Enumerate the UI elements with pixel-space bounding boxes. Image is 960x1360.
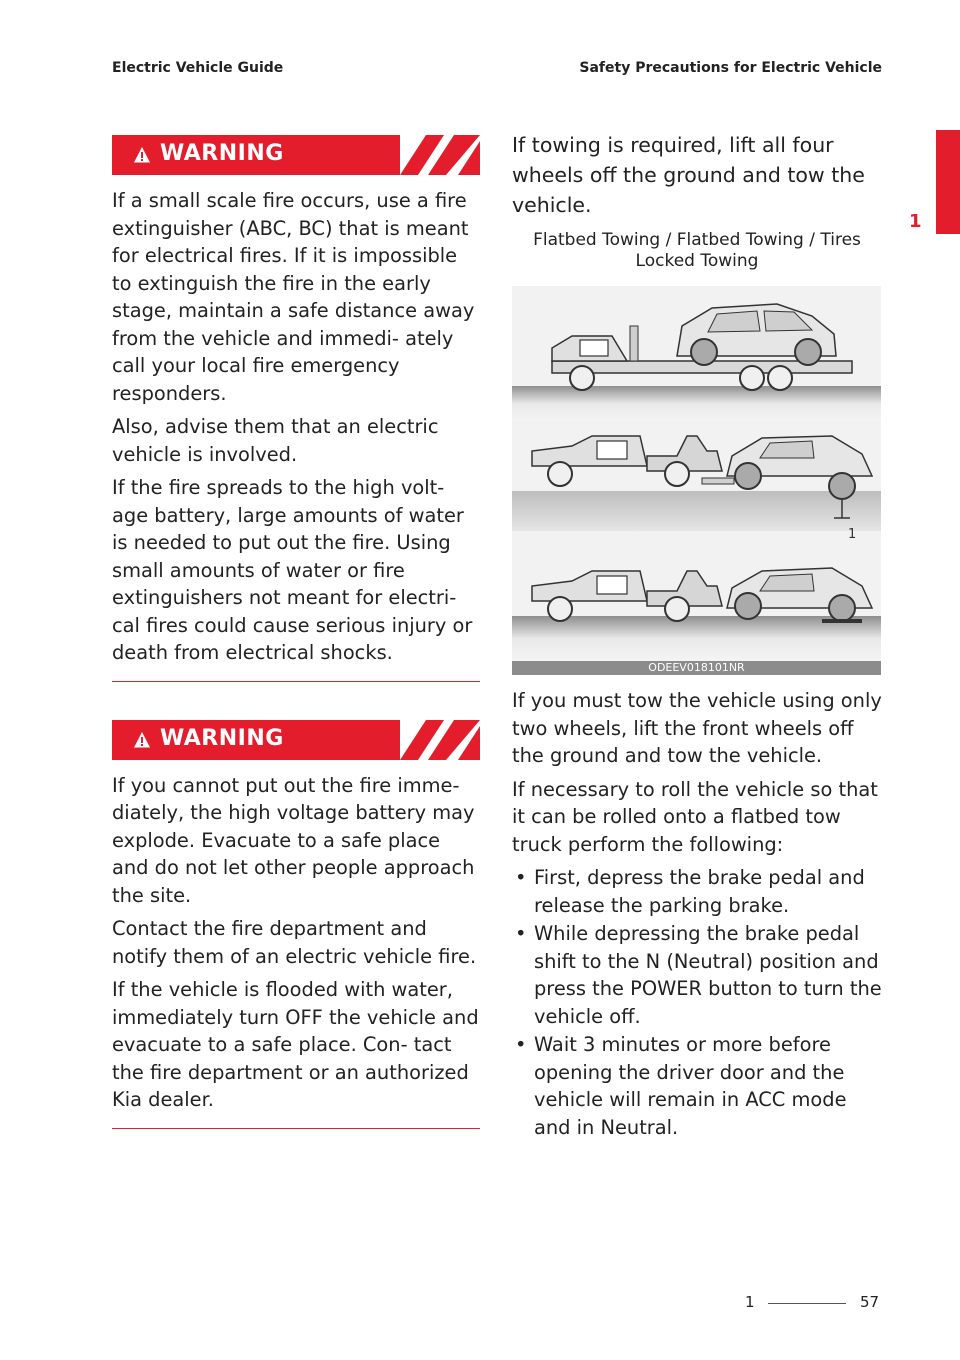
warning2-paragraph: Contact the fire department and notify them of an electric vehicle fire. bbox=[112, 917, 477, 968]
list-item-text: Wait 3 minutes or more before opening the driver door and the vehicle will remain in ACC mode and in Neutral. bbox=[534, 1033, 847, 1139]
bullet-icon: • bbox=[515, 922, 527, 945]
header-section-title: Safety Precautions for Electric Vehicle bbox=[579, 60, 882, 76]
warning2-paragraph: If the vehicle is flooded with water, immediately turn OFF the vehicle and evacuate to a safe place. Con- tact the fire department or an authorized Kia dealer. bbox=[112, 978, 479, 1111]
section-divider bbox=[112, 681, 480, 682]
figure-code-label: ODEEV018101NR bbox=[512, 661, 881, 675]
list-item bbox=[512, 1031, 882, 1141]
warning1-paragraph: If the fire spreads to the high volt- age battery, large amounts of water is needed to put out the fire. Using small amounts of water or fire extinguishers not meant for electri- cal fires could cause serious injury or death from electrical shocks. bbox=[112, 476, 473, 664]
two-wheel-tow-paragraph: If you must tow the vehicle using only two wheels, lift the front wheels off the ground and tow the vehicle. bbox=[512, 689, 882, 767]
warning-title: WARNING bbox=[160, 141, 284, 166]
warning-triangle-icon bbox=[133, 146, 151, 164]
figure-caption: Flatbed Towing / Flatbed Towing / Tires Locked Towing bbox=[533, 230, 861, 271]
towing-intro: If towing is required, lift all four wheels off the ground and tow the vehicle. bbox=[512, 133, 865, 217]
bullet-icon: • bbox=[515, 866, 527, 889]
warning-stripes-decoration bbox=[400, 135, 480, 175]
list-item bbox=[512, 920, 882, 1030]
warning1-paragraph: Also, advise them that an electric vehicle is involved. bbox=[112, 415, 439, 466]
footer-page-number: 57 bbox=[860, 1293, 880, 1311]
chapter-tab-number: 1 bbox=[909, 211, 922, 232]
chapter-tab-bar bbox=[936, 130, 960, 234]
towing-illustration-drawing bbox=[512, 286, 881, 675]
list-item-text: First, depress the brake pedal and release the parking brake. bbox=[534, 866, 865, 917]
section-divider bbox=[112, 1128, 480, 1129]
left-column bbox=[112, 135, 480, 1129]
list-item-text: While depressing the brake pedal shift to the N (Neutral) position and press the POWER button to turn the vehicle off. bbox=[534, 922, 882, 1028]
warning2-paragraph: If you cannot put out the fire imme- diately, the high voltage battery may explode. Evacuate to a safe place and do not let other people approach the site. bbox=[112, 773, 475, 907]
footer-chapter-number: 1 bbox=[745, 1293, 755, 1311]
towing-illustration bbox=[512, 286, 881, 675]
warning-title: WARNING bbox=[160, 725, 284, 751]
bullet-icon: • bbox=[515, 1033, 527, 1056]
header-guide-title: Electric Vehicle Guide bbox=[112, 60, 284, 76]
warning1-paragraph: If a small scale fire occurs, use a fire extinguisher (ABC, BC) that is meant for electrical fires. If it is impossible to extinguish the fire in the early stage, maintain a safe distance away from the vehicle and immedi- ately call your local fire emergency responders. bbox=[112, 189, 475, 405]
figure-callout-label: 1 bbox=[848, 527, 857, 542]
procedure-list bbox=[512, 864, 882, 1141]
roll-vehicle-paragraph: If necessary to roll the vehicle so that it can be rolled onto a flatbed tow truck perform the following: bbox=[512, 777, 878, 856]
warning-triangle-icon bbox=[133, 731, 151, 749]
warning-stripes-decoration bbox=[400, 720, 480, 760]
warning-banner-2 bbox=[112, 720, 480, 760]
footer-divider bbox=[768, 1303, 846, 1304]
right-column bbox=[512, 130, 882, 1142]
warning-banner-1 bbox=[112, 135, 480, 175]
list-item bbox=[512, 864, 882, 919]
